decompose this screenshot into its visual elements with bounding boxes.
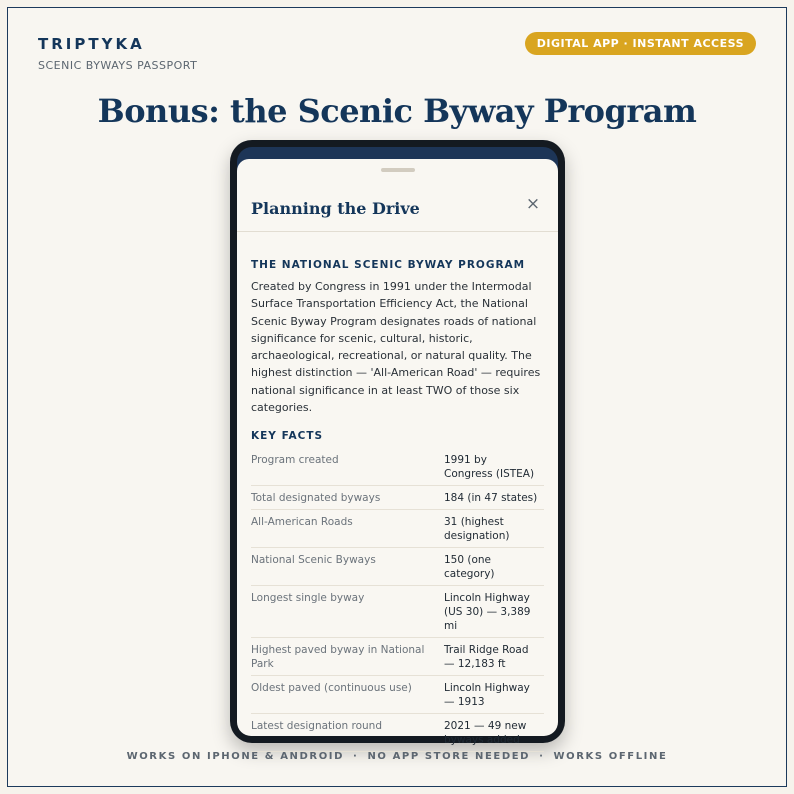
fact-label: Latest designation round (251, 720, 382, 733)
close-icon[interactable]: × (525, 194, 541, 214)
fact-label: All-American Roads (251, 516, 353, 529)
section-body: Created by Congress in 1991 under the Intermodal Surface Transportation Efficiency Act, the National Scenic Byway Program designates roads of national significance for scenic, cultural, historic, archaeological, recreational, or natural quality. The highest distinction — 'All-American Road' — requires national significance in at least TWO of those six categories. (251, 280, 541, 415)
fact-label: Total designated byways (251, 492, 381, 505)
fact-value: 2021 — 49 new byways added (444, 720, 527, 747)
phone-mockup (230, 140, 565, 747)
page-headline: Bonus: the Scenic Byway Program (97, 92, 697, 130)
table-row (251, 586, 544, 638)
fact-value: Lincoln Highway — 1913 (444, 682, 530, 709)
fact-label: Longest single byway (251, 592, 365, 605)
footer-item-offline: WORKS OFFLINE (553, 751, 668, 762)
digital-app-badge: DIGITAL APP · INSTANT ACCESS (525, 32, 756, 55)
key-facts-table (251, 448, 544, 752)
sheet-grab-handle[interactable] (381, 168, 415, 172)
table-row (251, 448, 544, 486)
fact-label: Highest paved byway in National Park (251, 644, 425, 671)
sheet-content (251, 259, 544, 752)
footer-separator: · (539, 751, 545, 762)
table-row (251, 638, 544, 676)
bottom-sheet (237, 159, 558, 747)
fact-label: Oldest paved (continuous use) (251, 682, 412, 695)
fact-label: Program created (251, 454, 339, 467)
table-row (251, 548, 544, 586)
sheet-title: Planning the Drive (251, 199, 420, 218)
feature-footer (0, 751, 794, 762)
fact-value: Trail Ridge Road — 12,183 ft (444, 644, 529, 671)
fact-value: 31 (highest designation) (444, 516, 510, 543)
fact-value: 184 (in 47 states) (444, 492, 538, 505)
table-row (251, 486, 544, 510)
key-facts-title: KEY FACTS (251, 430, 324, 443)
table-row (251, 714, 544, 752)
footer-item-no-app-store: NO APP STORE NEEDED (367, 751, 531, 762)
fact-value: 1991 by Congress (ISTEA) (444, 454, 535, 481)
brand-subtitle: SCENIC BYWAYS PASSPORT (38, 59, 198, 72)
footer-item-platforms: WORKS ON IPHONE & ANDROID (126, 751, 345, 762)
fact-value: Lincoln Highway (US 30) — 3,389 mi (444, 592, 531, 633)
fact-value: 150 (one category) (444, 554, 495, 581)
section-title: THE NATIONAL SCENIC BYWAY PROGRAM (251, 259, 526, 271)
sheet-divider (237, 231, 558, 232)
fact-label: National Scenic Byways (251, 554, 376, 567)
brand-name: TRIPTYKA (38, 35, 145, 53)
footer-separator: · (353, 751, 359, 762)
brand-block (38, 35, 197, 72)
table-row (251, 510, 544, 548)
table-row (251, 676, 544, 714)
